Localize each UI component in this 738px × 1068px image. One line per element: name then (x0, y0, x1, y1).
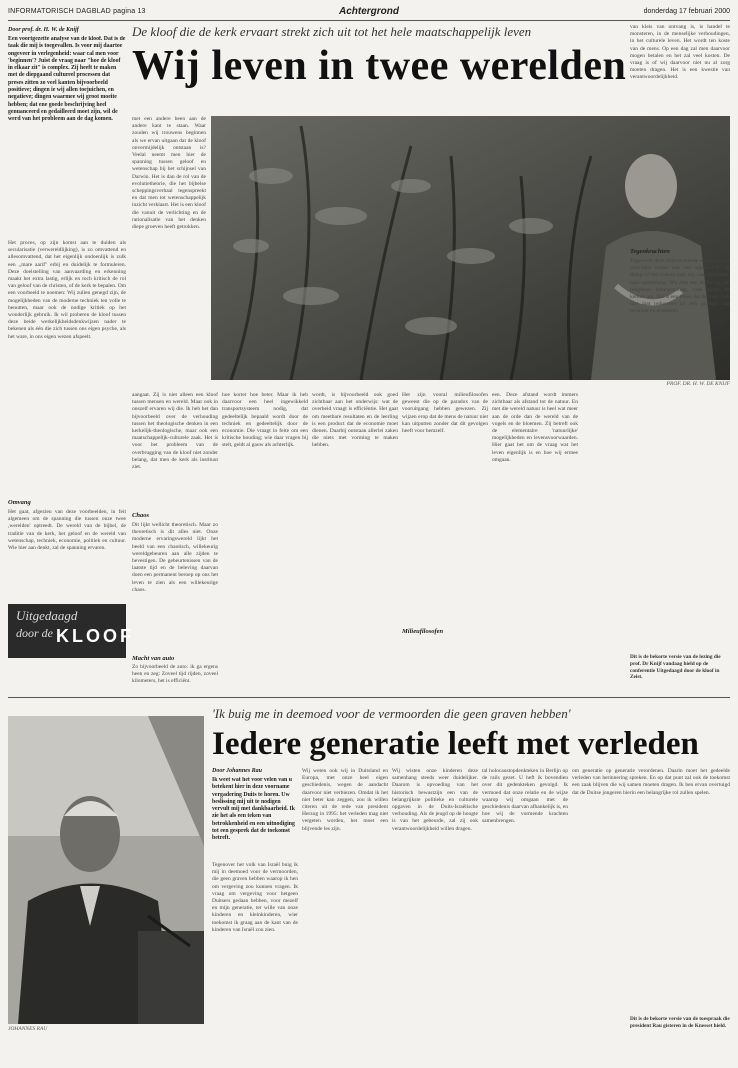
article2-kicker: 'Ik buig me in deemoed voor de vermoorden die geen graven hebben' (212, 706, 571, 721)
article1-col1b: Het gaat, afgezien van deze voorbeelden, in feit algemeen om de spanning die tussen onze twee ,werelden' optreedt. De wereld van de bijbel, de traditie van de kerk, het geloof en de wereld van wetenschap, techniek, economie, politiek en cultuur. Wie hier aan denkt, zal de spanning ervaren. (8, 509, 126, 552)
article1-note (630, 654, 730, 681)
article1-col5: wordt, is bijvoorbeeld ook goed zichtbaar aan het onderwijs: wat de overheid vraagt is efficiëntie. Het gaat om meetbare resultaten en de leerling is een product dat de economie moet dienen. Daarbij ontstaan allerlei zaken die niets met vorming te maken hebben. (312, 392, 398, 449)
portrait-photo-icon (8, 716, 204, 1024)
article2-lead: Ik weet wat het voor velen van u betekent hier in deze voorname vergadering Duits te horen. Uw beslissing mij uit te nodigen vervult mij met dankbaarheid. Ik zie het als een teken van betrokkenheid en een uitnodiging tot een gesprek dat de toekomst betreft. (212, 777, 295, 842)
article1-col3: aangaat. Zij is niet alleen een kloof tussen mensen en wereld. Maar ook in onszelf ervaren wij die. Ik heb het dan bijvoorbeeld over de verhouding tussen het theologische denken in een kerkelijk-theologische, maar ook een maatschappelijk-culturele zaak. Het is voor het probleem van de overbrugging van de kloof niet zonder belang, dat men de kerk als instituut ziet. (132, 392, 218, 471)
article1-col6: een. Deze afstand wordt immers zichtbaar als afstand tot de natuur. En met die wereld natuur is heel wat meer aan de orde dan de wereld van de vogels en de bloemen. Zij betreft ook de elementaire 'natuurlijke' mogelijkheden en levensvoorwaarden. Hier gaat het om de vraag wat het leven eigenlijk is en hoe wij ermee omgaan. (492, 392, 578, 463)
article2-col3: Wij wisten onze kinderen deze samenhang steeds weer duidelijker. Daarom is opvoeding van het historisch bewustzijn een van de belangrijkste politieke en culturele opgaven in de Duits-Israëlische verhouding. Als de jeugd op de hoogte is van het gebeurde, zal zij ook verantwoordelijkheid willen dragen. (392, 768, 478, 832)
article1-col7: van kleis van ontvang is, is handel te monsteren, in de menselijke verhoudingen, in het culturele leven. Het wordt ten koste van de mens. Op een dag zal men daarvoor mogen betalen en het zal veel kosten. De vraag is of wij daarvoor niet nu al zorg moeten dragen. Het is een kwestie van verantwoordelijkheid. (630, 24, 730, 81)
article1-headline: Wij leven in twee werelden (132, 43, 627, 89)
photo1-caption: PROF. DR. H. W. DE KNIJF (666, 381, 730, 387)
article1-subhead-chaos: Chaos (132, 512, 149, 519)
article2-col2: Wij weten ook wij in Duitsland en Europa, met onze heel eigen geschiedenis, wegen de aandacht daarvoor niet verbiezen. Omdat ik het niet beter kan zeggen, zou ik willen citeren uit de rede van president Herzog in 1995: het verleden mag niet vergeten worden, het moet een blijvende les zijn. (302, 768, 388, 832)
article1-subhead-omvang: Omvang (8, 499, 31, 506)
article2-col5: om generatie op generatie verordenen. Daarin moet het gedeelde verleden van herinnering spreken. En op dat punt zal ook de toekomst een zaak blijven die wij samen moeten dragen. Ik ben ervan overtuigd dat de Duitse jongeren hierin een belangrijke rol zullen spelen. (572, 768, 730, 796)
photo2-caption: JOHANNES RAU (8, 1026, 48, 1032)
logo-line2: door de (16, 626, 53, 640)
page-header (8, 6, 730, 20)
article1-col5b: Het zijn vooral milieufilosofen geweest die op de paradox van de vooruitgang hebben gewezen. Zij wijzen erop dat de mens de natuur niet kan uitputten zonder dat dit gevolgen heeft voor hemzelf. (402, 392, 488, 435)
header-rule (8, 20, 730, 21)
article2-headline: Iedere generatie leeft met verleden (212, 726, 699, 762)
article2-byline: Door Johannes Rau (212, 768, 263, 774)
article2-note: Dit is de bekorte versie van de toespraak die president Rau gisteren in de Knesset hield. (630, 1016, 730, 1029)
article1-col5-extra (402, 392, 488, 622)
issue-date: donderdag 17 februari 2000 (643, 8, 730, 15)
logo-line1: Uitgedaagd (16, 608, 78, 623)
article2-photo (8, 716, 204, 1024)
article1-endnote: Dit is de bekorte versie van de lezing die prof. Dr Knijf vandaag hield op de conferentie Uitgedaagd door de kloof in Zeist. (630, 654, 721, 681)
article1-kicker: De kloof die de kerk ervaart strekt zich uit tot het hele maatschappelijk leven (132, 24, 532, 39)
logo-line3: KLOOF (56, 626, 134, 646)
article1-subhead-tegenkrachten: Tegenkrachten (630, 248, 670, 255)
conference-series-logo (8, 604, 134, 658)
article1-col4: hoe korter hoe beter. Maar ik heb daarvoor een heel ingewikkeld transportsysteem nodig, dat gedeeltelijk bepaald wordt door de techniek en gedeeltelijk door de economie. Die vraagt in feite om een kritische houding; wie daar vragen bij stelt, geldt al gauw als achterlijk. (222, 392, 308, 449)
article2-col1: Tegenover het volk van Israël buig ik mij in deemoed voor de vermoorden, die geen graven hebben waarop ik hen om vergeving zou kunnen vragen. Ik vraag om vergeving voor hetgeen Duitsers gedaan hebben, voor mezelf en mijn generatie, ter wille van onze kinderen en kleinkinderen, wier toekomst ik graag aan de kant van de kinderen van Israël zou zien. (212, 862, 298, 933)
article1-col2: met een andere been aan de andere kant te staan. Waar zouden wij trouwens beginnen als we ervan uitgaan dat de kloof onvermijdelijk ontstaan is? Veelal neemt men hier de spanning tussen geloof en wetenschap bij het schijnsel van Darwin. Het is dan de rol van de evolutietheorie, die het bijbelse scheppingsverhaal tegenspreekt en dat men tot wetenschappelijk inzicht verklaart. Het is een kloof die vanuit de verlichting en de rationalisatie van het denken diepe groeven heeft getrokken. (132, 116, 206, 231)
article1-col3b: Dit lijkt wellicht theoretisch. Maar zo theoretisch is dit alles niet. Onze moderne ervaringswereld lijkt het beeld van een chaotisch, willekeurig wereldgebeuren aan alle zijden te bevestigen. De gebeurtenissen van de laatste tijd en de beleving daarvan doen een permanent beroep op ons het leven te zien als een willekeurige chaos. (132, 522, 218, 593)
article1-col1: Het proces, op zijn komst aan te duiden als secularisatie (verwereldlijking), is zo omvattend en allesomvattend, dat het eigenlijk ondoenlijk is zulk een ,,mare aarif" erbij en duidelijk te formuleren. Deze doelstelling van aanvaarding en erkenning maakt het extra lastig, erlijk en toch kritisch de rol van geloof van de christen, of de kerk te bepalen. Om een voorbeeld te noemen: Wij zullen genegd zijn, de mogelijkheden van de moderne techniek ten volle te benutten, maar ook de nodige kritiek op het wonderlijk gebruik. Ik wil proberen de kloof tussen deze beide werkelijkheidsdenkwijzen nader te bekenen als één die zich tussen ons eigen psyche, als het ware, in ons eigen wezen afspeelt. (8, 240, 126, 340)
article1-subhead-milieu: Milieufilosofen (402, 628, 444, 635)
newspaper-name: INFORMATORISCH DAGBLAD pagina 13 (8, 8, 146, 15)
article1-lead: Een voortgezette analyse van de kloof. Dat is de taak die mij is toegevallen. Is voor mij daartoe ongeveer in verlegenheid: waar cal men voor 'beginnen'? Juist de vraag naar "hoe de kloof in elkaar zit" is complex. Zij heeft te maken met de diepgaand cultureel processen dat preses zitten zo veel kanten bijvoorbeeld positieve; dingen ie wij allen toejuichen, en negatieve; dingen waarmee wij groot moeite hebben; dat ene goede beschrijving heel genuanceerd en gedailleerd moet zijn, wil de werd van het probleem aan de dag komen. (8, 36, 126, 123)
section-title: Achtergrond (339, 6, 399, 17)
article2-col4: tal holocaustopdenkteken in Berlijn op de rails gezet. U heft ik bovendien over dit gedenkteken gevolgd. Ik vermoed dat onze relatie en de wijze waarop wij omgaan met de geschiedenis daarvan afhankelijk is, en hoe wij de vormende krachten samenbrengen. (482, 768, 568, 825)
article1-byline: Door prof. dr. H. W. de Knijf (8, 27, 79, 33)
article1-subhead-auto: Macht van auto (132, 655, 175, 662)
article1-right-col: Tegenover deze objectiverende werkelijkheid verschijnt echter ook een tegenkracht: de drang tot het zoeken naar zin, naar betekenis, naar samenhang. Wij zien een herleving van religieuze belangstelling, vaak buiten de kerken om. Dat is een teken dat de mens zich niet laat reduceren tot een product van techniek en economie. (630, 258, 730, 315)
article1-col3c: Zo bijvoorbeeld de auto: ik ga ergens heen en zeg: Zoveel tijd rijden, zoveel kilometers, het is efficiënt. (132, 664, 218, 685)
section-divider (8, 697, 730, 698)
